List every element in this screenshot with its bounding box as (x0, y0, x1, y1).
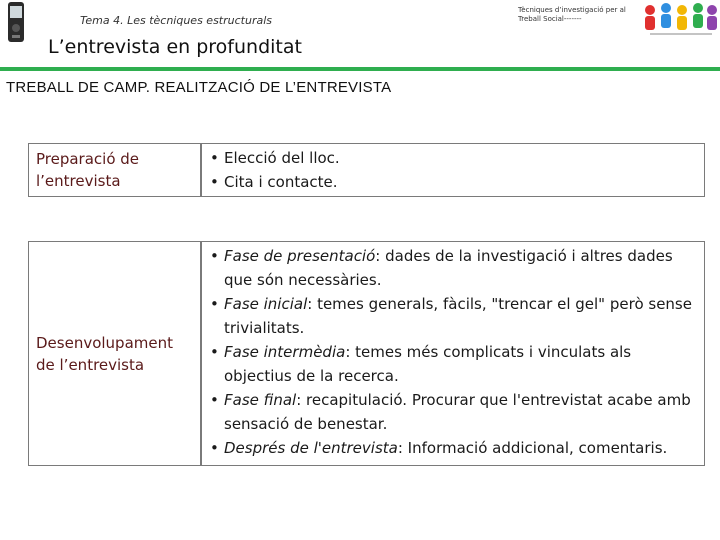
header-divider (0, 67, 720, 71)
list-item: • Cita i contacte. (208, 170, 698, 194)
list-item: • Fase inicial: temes generals, fàcils, "trencar el gel" però sense trivialitats. (208, 292, 698, 340)
course-label: Tècniques d’investigació per al Treball Social------- (518, 6, 626, 23)
topic-label: Tema 4. Les tècniques estructurals (80, 14, 272, 27)
row-label-text: Desenvolupament de l’entrevista (36, 333, 173, 374)
people-network-icon (640, 0, 720, 40)
row-content-preparacio (201, 143, 705, 197)
row-label-desenvolupament (28, 241, 201, 466)
list-item: • Fase de presentació: dades de la investigació i altres dades que són necessàries. (208, 244, 698, 292)
list-item: • Elecció del lloc. (208, 146, 698, 170)
voice-recorder-icon (6, 2, 26, 42)
row-content-desenvolupament (201, 241, 705, 466)
list-item: • Fase intermèdia: temes més complicats i vinculats als objectius de la recerca. (208, 340, 698, 388)
section-title: TREBALL DE CAMP. REALITZACIÓ DE L’ENTREVISTA (6, 79, 392, 96)
list-item: • Fase final: recapitulació. Procurar que l'entrevistat acabe amb sensació de benestar. (208, 388, 698, 436)
row-label-preparacio: Preparació de l’entrevista (28, 143, 201, 197)
slide-subtitle: L’entrevista en profunditat (48, 36, 302, 58)
list-item: • Després de l'entrevista: Informació addicional, comentaris. (208, 436, 698, 460)
slide-header (0, 0, 720, 68)
